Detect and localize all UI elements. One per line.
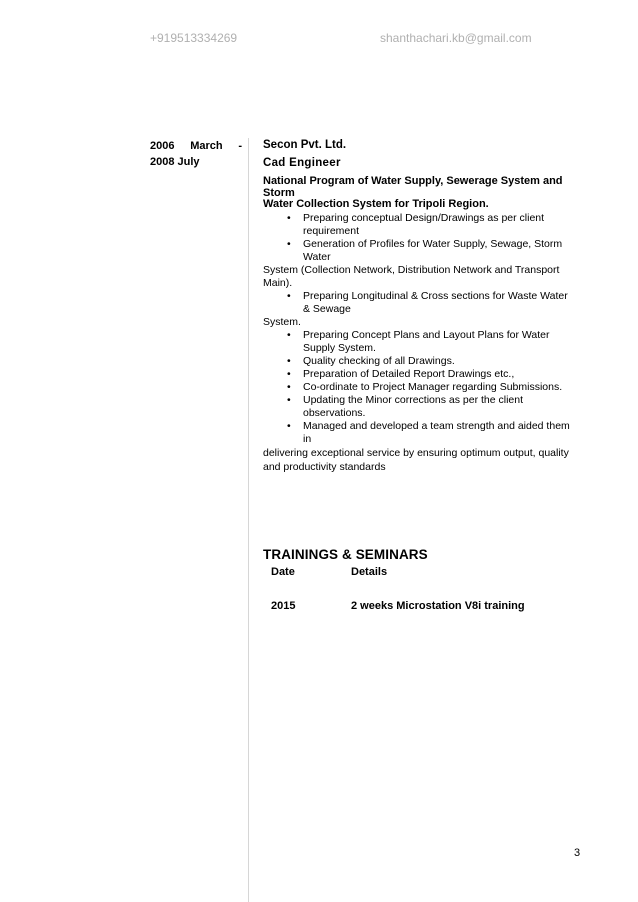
bullet-icon: • xyxy=(287,237,291,250)
list-item: • Preparing Concept Plans and Layout Plans for Water Supply System. xyxy=(287,328,550,354)
column-header-date: Date xyxy=(271,566,295,578)
company-name: Secon Pvt. Ltd. xyxy=(263,139,347,151)
list-item: • Preparation of Detailed Report Drawings etc., xyxy=(287,367,515,380)
header-phone: +919513334269 xyxy=(150,31,238,45)
experience-entry xyxy=(263,138,573,474)
header-email: shanthachari.kb@gmail.com xyxy=(380,31,532,45)
table-header xyxy=(263,566,583,582)
bullet-icon: • xyxy=(287,289,291,302)
list-item: • Quality checking of all Drawings. xyxy=(287,354,455,367)
list-text: System. xyxy=(263,315,301,328)
training-date: 2015 xyxy=(271,600,296,612)
bullet-icon: • xyxy=(287,393,291,406)
training-details: 2 weeks Microstation V8i training xyxy=(351,600,525,612)
experience-period: 2006 March - 2008 July xyxy=(150,140,242,168)
list-item: • Generation of Profiles for Water Supply, Sewage, Storm Water xyxy=(287,237,563,263)
bullet-icon: • xyxy=(287,380,291,393)
list-text: System (Collection Network, Distribution Network and Transport Main). xyxy=(263,263,560,289)
bullet-icon: • xyxy=(287,211,291,224)
list-item: • Managed and developed a team strength and aided them in xyxy=(287,419,570,445)
table-row xyxy=(263,600,583,616)
project-title-line: National Program of Water Supply, Sewerage System and Storm xyxy=(263,175,563,199)
project-title xyxy=(263,176,573,211)
list-item: • Co-ordinate to Project Manager regarding Submissions. xyxy=(287,380,563,393)
trainings-section xyxy=(263,547,583,616)
page-number: 3 xyxy=(574,847,581,859)
project-title-line: Water Collection System for Tripoli Region. xyxy=(263,198,489,211)
section-title: TRAININGS & SEMINARS xyxy=(263,547,428,562)
list-text: delivering exceptional service by ensuring optimum output, quality and productivity standards xyxy=(263,446,569,473)
timeline-column xyxy=(150,138,249,902)
list-item: • Updating the Minor corrections as per the client observations. xyxy=(287,393,524,419)
bullet-icon: • xyxy=(287,354,291,367)
bullet-icon: • xyxy=(287,367,291,380)
list-item: • Preparing Longitudinal & Cross sections for Waste Water & Sewage xyxy=(287,289,568,315)
list-item: • Preparing conceptual Design/Drawings as per client requirement xyxy=(287,211,545,237)
column-header-details: Details xyxy=(351,566,388,578)
bullet-icon: • xyxy=(287,328,291,341)
job-role: Cad Engineer xyxy=(263,157,341,169)
bullet-icon: • xyxy=(287,419,291,432)
